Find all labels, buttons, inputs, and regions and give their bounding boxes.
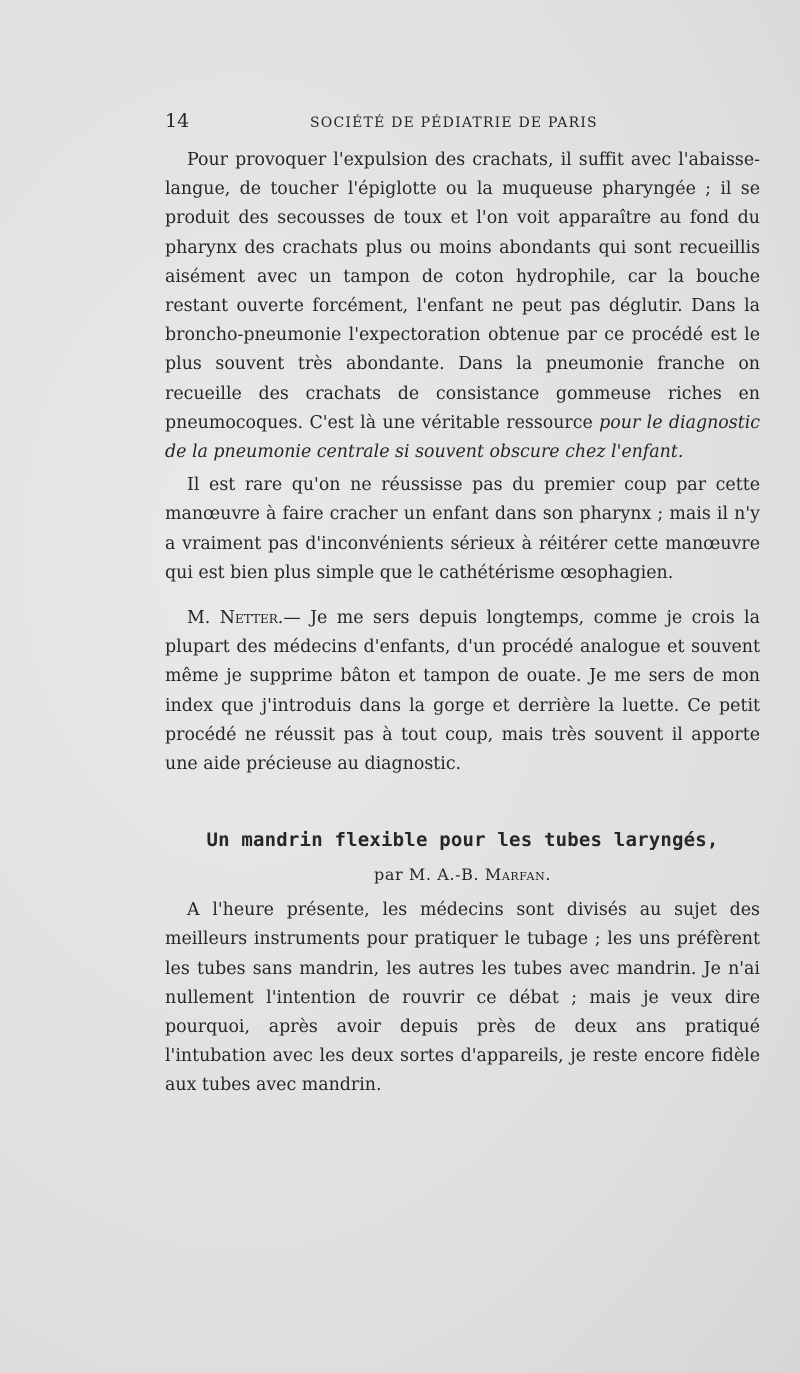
book-page <box>165 100 760 1101</box>
paragraph-expectoration-text: Pour provoquer l'expulsion des crachats, il suffit avec l'abaisse-langue, de toucher l'épiglotte ou la muqueuse pharyngée ; il se produit des secousses de toux et l'on voit apparaître au fond du pharynx des crachats plus ou moins abondants qui sont recueillis aisément avec un tampon de coton hydrophile, car la bouche restant ouverte forcément, l'enfant ne peut pas déglutir. Dans la broncho-pneumonie l'expectoration obtenue par ce procédé est le plus souvent très abondante. Dans la pneumonie franche on recueille des crachats de consistance gommeuse riches en pneumocoques. C'est là une véritable ressource <box>165 150 760 433</box>
speaker-name: M. Netter. <box>187 608 284 629</box>
paragraph-tubage: A l'heure présente, les médecins sont divisés au sujet des meilleurs instruments pour pratiquer le tubage ; les uns préfèrent les tubes sans mandrin, les autres les tubes avec mandrin. Je n'ai nullement l'intention de rouvrir ce débat ; mais je veux dire pourquoi, après avoir depuis près de deux ans pratiqué l'intubation avec les deux sortes d'appareils, je reste encore fidèle aux tubes avec mandrin. <box>165 900 760 1096</box>
author-line <box>165 865 760 884</box>
paragraph-expectoration-tail: de la pneumonie centrale si souvent obscure chez l'enfant. <box>165 442 684 463</box>
page-number: 14 <box>165 110 190 132</box>
running-head <box>165 100 760 140</box>
article-title: Un mandrin flexible pour les tubes laryngés, <box>206 829 719 852</box>
italic-phrase: pour le diagnostic <box>599 412 760 433</box>
paragraph-netter-text: — Je me sers depuis longtemps, comme je crois la plupart des médecins d'enfants, d'un procédé analogue et souvent même je supprime bâton et tampon de ouate. Je me sers de mon index que j'introduis dans la gorge et derrière la luette. Ce petit procédé ne réussit pas à tout coup, mais très souvent il apporte une aide précieuse au diagnostic. <box>165 608 760 775</box>
paragraph-expectoration <box>165 146 760 467</box>
author-prefix: par M. A.-B. <box>374 865 485 885</box>
author-name: Marfan. <box>484 865 551 885</box>
paragraph-netter <box>165 604 760 779</box>
paragraph-manoeuvre: Il est rare qu'on ne réussisse pas du premier coup par cette manœuvre à faire cracher un enfant dans son pharynx ; mais il n'y a vraiment pas d'inconvénients sérieux à réitérer cette manœuvre qui est bien plus simple que le cathétérisme œsophagien. <box>165 475 760 583</box>
journal-title: SOCIÉTÉ DE PÉDIATRIE DE PARIS <box>310 115 598 131</box>
